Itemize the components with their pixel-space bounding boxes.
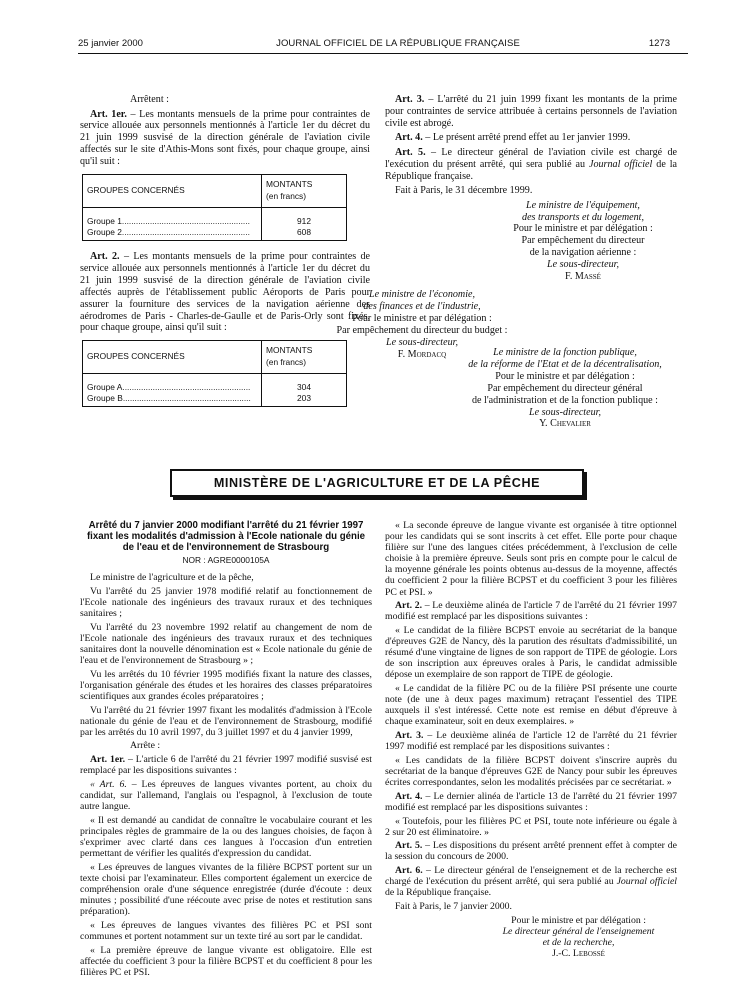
bl-art6-text: – Les épreuves de langues vivantes portent, au choix du candidat, sur l'allemand, l'anglais ou l'espagnol, à l'exclusion de toute autre langue. — [80, 778, 372, 813]
bl-vocabulary-paragraph: « Il est demandé au candidat de connaître le vocabulaire courant et les principales règles de grammaire de la ou des langues choisies, de façon à s'exprimer avec clarté dans ces langues à l'occasion d'un entretien permettant de vérifier les qualités d'expression du candidat. — [80, 814, 372, 859]
sig2-line2: des finances et de l'industrie, — [363, 300, 481, 312]
sig1-line2: des transports et du logement, — [522, 211, 644, 223]
bl-art1-text: – L'article 6 de l'arrêté du 21 février 1997 modifié susvisé est remplacé par les dispositions suivantes : — [80, 754, 372, 777]
table2-groups-cell: Groupe A....................................................... Groupe B....................................................... — [83, 374, 262, 407]
bl-first-language-paragraph: « La première épreuve de langue vivante est obligatoire. Elle est affectée du coefficient 3 pour la filière BCPST et du coefficient 8 pour les filières PC et PSI. — [80, 944, 372, 978]
table1-row2-group: Groupe 2 — [87, 226, 122, 237]
br-art2-paragraph — [385, 600, 677, 622]
br-pc-psi-note-paragraph: « Le candidat de la filière PC ou de la filière PSI présente une courte note (de une à deux pages maximum) retraçant l'essentiel des TIPE auxquels il s'est intéressé. Cette note est remise en début d'épreuve à chaque examinateur, soit en deux exemplaires. » — [385, 683, 677, 728]
table1-header-amounts — [262, 175, 347, 208]
bl-art1-label: Art. 1er. — [90, 754, 126, 766]
nor-reference: NOR : AGRE0000105A — [182, 555, 270, 565]
header-rule — [78, 53, 688, 54]
sig1-line4: Par empêchement du directeur — [521, 235, 645, 247]
sig1-signatory: F. Massé — [565, 271, 601, 283]
br-art4-label: Art. 4. — [395, 790, 423, 802]
done-at-paris-1: Fait à Paris, le 31 décembre 1999. — [395, 185, 533, 197]
sig1-line6: Le sous-directeur, — [547, 259, 619, 271]
sig1-line1: Le ministre de l'équipement, — [526, 199, 640, 211]
sig3-line6: Le sous-directeur, — [529, 406, 601, 418]
br-art5-text: – Les dispositions du présent arrêté prennent effet à compter de la session du concours de 2000. — [385, 840, 677, 863]
art4-paragraph — [385, 132, 677, 144]
br-art2-label: Art. 2. — [395, 600, 423, 612]
sig2-line1: Le ministre de l'économie, — [368, 289, 476, 300]
sig3-line2: de la réforme de l'Etat et de la décentralisation, — [468, 358, 662, 370]
bottom-left-column — [80, 520, 372, 980]
signature-block-4 — [480, 915, 677, 959]
table2-amounts-unit: (en francs) — [266, 357, 307, 368]
table1-groups-cell: Groupe 1....................................................... Groupe 2....................................................... — [83, 208, 262, 241]
table1-amounts-label: MONTANTS — [266, 179, 313, 190]
arretent: Arrêtent : — [130, 94, 169, 105]
decree-title: Arrêté du 7 janvier 2000 modifiant l'arrêté du 21 février 1997 fixant les modalités d'admission à l'Ecole nationale du génie de l'eau et de l'environnement de Strasbourg — [86, 520, 366, 553]
sig3-line1: Le ministre de la fonction publique, — [493, 347, 637, 358]
sig4-signatory: J.-C. Lebossé — [552, 947, 605, 959]
table2-row1-amount: 304 — [297, 382, 311, 393]
art4-label: Art. 4. — [395, 132, 423, 144]
art4-text: – Le présent arrêté prend effet au 1er janvier 1999. — [422, 132, 631, 144]
sig4-line1: Pour le ministre et par délégation : — [511, 914, 646, 926]
table2-row1-group: Groupe A — [87, 382, 123, 393]
br-eliminatory-paragraph: « Toutefois, pour les filières PC et PSI, toute note inférieure ou égale à 2 sur 20 est éliminatoire. » — [385, 815, 677, 838]
signature-block-3 — [440, 347, 690, 430]
sig3-line4: Par empêchement du directeur général — [487, 382, 643, 394]
table1-row1-amount: 912 — [297, 216, 311, 227]
vu-1995: Vu les arrêtés du 10 février 1995 modifiés fixant la nature des classes, l'organisation générale des études et les horaires des classes préparatoires scientifiques aux grandes écoles préparatoires ; — [80, 668, 372, 702]
br-art2-text: – Le deuxième alinéa de l'article 7 de l'arrêté du 21 février 1997 modifié est remplacé par les dispositions suivantes : — [385, 600, 677, 623]
br-art4-text: – Le dernier alinéa de l'article 13 de l'arrêté du 21 février 1997 modifié est remplacé par les dispositions suivantes : — [385, 790, 677, 813]
top-left-column — [80, 94, 370, 417]
minister-line: Le ministre de l'agriculture et de la pêche, — [90, 572, 254, 584]
signature-block-1 — [385, 200, 677, 283]
bl-pc-psi-paragraph: « Les épreuves de langues vivantes des filières PC et PSI sont communes et portent notamment sur un texte tiré au sort par le candidat. — [80, 919, 372, 942]
sig1-line5: de la navigation aérienne : — [529, 247, 637, 259]
table1-amounts-cell — [262, 208, 347, 241]
header-date: 25 janvier 2000 — [78, 38, 143, 49]
art5-journal-officiel: Journal officiel — [588, 158, 653, 170]
br-art6-paragraph — [385, 865, 677, 898]
sig4-line3: et de la recherche, — [542, 936, 615, 948]
amounts-table-1 — [82, 174, 347, 241]
br-inscription-paragraph: « Les candidats de la filière BCPST doivent s'inscrire auprès du secrétariat de la banque d'épreuves G2E de Nancy pour subir les épreuves écrites correspondantes, selon les modalités précisées par ce secrétariat. » — [385, 754, 677, 789]
table1-row1-group: Groupe 1 — [87, 216, 122, 227]
br-second-language-paragraph: « La seconde épreuve de langue vivante est organisée à titre optionnel pour les candidats qui se sont inscrits à cet effet. Elle porte pour chaque filière sur l'une des langues citées précédemment, à l'exclusion de celle choisie à la première épreuve. Seuls sont pris en compte pour le calcul de la moyenne générale les points obtenus au-dessus de la moyenne, affectés du coefficient 2 pour la filière BCPST et du coefficient 3 pour les filières PC et PSI. » — [385, 520, 677, 598]
art5-label: Art. 5. — [395, 146, 426, 158]
art3-paragraph — [385, 94, 677, 130]
br-art5-label: Art. 5. — [395, 840, 423, 852]
table2-amounts-label: MONTANTS — [266, 345, 313, 356]
art3-text: – L'arrêté du 21 juin 1999 fixant les montants de la prime pour contraintes de service attribuée à certains personnels de l'aviation civile est abrogé. — [385, 94, 678, 129]
art1-label: Art. 1er. — [90, 108, 127, 120]
br-art6-label: Art. 6. — [395, 865, 423, 877]
vu-1992: Vu l'arrêté du 23 novembre 1992 relatif au changement de nom de l'Ecole nationale des ingénieurs des travaux ruraux et des techniques sanitaires dont la nouvelle dénomination est « Ecole nationale du génie de l'eau et de l'environnement de Strasbourg » ; — [80, 621, 372, 666]
br-art6-journal-officiel: Journal officiel — [616, 876, 677, 888]
art5-text-b: de la République française. — [385, 158, 678, 182]
ministry-banner: MINISTÈRE DE L'AGRICULTURE ET DE LA PÊCHE — [170, 469, 584, 497]
table2-header-groups: GROUPES CONCERNÉS — [83, 341, 262, 374]
art1-text: – Les montants mensuels de la prime pour contraintes de service allouée aux personnels mentionnés à l'article 1er du décret du 21 juin 1999 susvisé de la direction générale de l'aviation civile affectés sur le site d'Athis-Mons sont fixés, pour chaque groupe, ainsi qu'il suit : — [80, 108, 370, 168]
table1-row2-amount: 608 — [297, 226, 311, 237]
bl-art6-label: « Art. 6. — [90, 778, 127, 790]
sig3-line5: de l'administration et de la fonction publique : — [472, 394, 658, 406]
vu-1997: Vu l'arrêté du 21 février 1997 fixant les modalités d'admission à l'Ecole nationale du génie de l'eau et de l'environnement de Strasbourg, modifié par les arrêtés du 10 avril 1997, du 3 juillet 1997 et du 4 janvier 1999, — [80, 704, 372, 738]
bl-art1-paragraph — [80, 754, 372, 776]
sig2-line4: Par empêchement du directeur du budget : — [336, 324, 508, 336]
top-right-column — [385, 94, 677, 283]
sig1-line3: Pour le ministre et par délégation : — [513, 223, 653, 235]
art3-label: Art. 3. — [395, 94, 425, 105]
sig4-line2: Le directeur général de l'enseignement — [502, 925, 655, 937]
art5-text-a: – Le directeur général de l'aviation civile est chargé de l'exécution du présent arrêté, qui sera publié au — [385, 146, 678, 170]
br-art3-text: – Le deuxième alinéa de l'article 12 de l'arrêté du 21 février 1997 modifié est remplacé par les dispositions suivantes : — [385, 730, 677, 753]
sig2-signatory: F. Mordacq — [397, 348, 447, 360]
bl-bcpst-paragraph: « Les épreuves de langues vivantes de la filière BCPST portent sur un texte choisi par l'examinateur. Elles comportent également un exercice de compréhension orale d'une séquence enregistrée (durée d'écoute : deux minutes ; possibilité d'une réécoute avec prise de notes et restitution sans préparation). — [80, 861, 372, 918]
art1-paragraph — [80, 109, 370, 169]
sig2-line5: Le sous-directeur, — [386, 336, 458, 348]
done-at-paris-2: Fait à Paris, le 7 janvier 2000. — [395, 900, 512, 912]
arrete: Arrête : — [130, 740, 161, 752]
br-art4-paragraph — [385, 791, 677, 813]
table1-amounts-unit: (en francs) — [266, 191, 307, 202]
journal-title: JOURNAL OFFICIEL DE LA RÉPUBLIQUE FRANÇAISE — [276, 38, 520, 49]
art5-paragraph — [385, 147, 677, 183]
table2-row2-amount: 203 — [297, 392, 311, 403]
bl-art6-paragraph — [80, 779, 372, 812]
br-art6-text-a: – Le directeur général de l'enseignement et de la recherche est chargé de l'exécution du présent arrêté, qui sera publié au — [385, 865, 677, 888]
sig2-line3: Pour le ministre et par délégation : — [352, 312, 492, 324]
br-art6-text-b: de la République française. — [385, 887, 492, 899]
bottom-right-column — [385, 520, 677, 959]
page-number: 1273 — [648, 38, 670, 49]
sig3-signatory: Y. Chevalier — [539, 418, 591, 430]
table2-amounts-cell — [262, 374, 347, 407]
br-art5-paragraph — [385, 840, 677, 862]
vu-1978: Vu l'arrêté du 25 janvier 1978 modifié relatif au fonctionnement de l'Ecole nationale des ingénieurs des travaux ruraux et des techniques sanitaires ; — [80, 585, 372, 619]
br-art3-paragraph — [385, 730, 677, 752]
art2-label: Art. 2. — [90, 251, 120, 263]
table1-header-groups: GROUPES CONCERNÉS — [83, 175, 262, 208]
br-art3-label: Art. 3. — [395, 730, 424, 742]
sig3-line3: Pour le ministre et par délégation : — [495, 370, 635, 382]
br-bcpst-tipe-paragraph: « Le candidat de la filière BCPST envoie au secrétariat de la banque d'épreuves G2E de Nancy, dès la parution des résultats d'admissibilité, un résumé d'une vingtaine de lignes de son rapport de TIPE de géologie. Lors de son inscription aux épreuves orales à Paris, le candidat admissible dépose un exemplaire de son rapport de TIPE de géologie. — [385, 625, 677, 681]
table2-row2-group: Groupe B — [87, 392, 123, 403]
art2-text: – Les montants mensuels de la prime pour contraintes de service allouée aux personnels mentionnés à l'article 1er du décret du 21 juin 1999 susvisé de la direction générale de l'aviation civile affectés auprès de l'établissement public Aéroports de Paris pour assurer la fourniture des services de la navigation aérienne des aérodromes de Paris - Charles-de-Gaulle et de Paris-Orly sont fixés, pour chaque groupe, ainsi qu'il suit : — [80, 251, 371, 334]
